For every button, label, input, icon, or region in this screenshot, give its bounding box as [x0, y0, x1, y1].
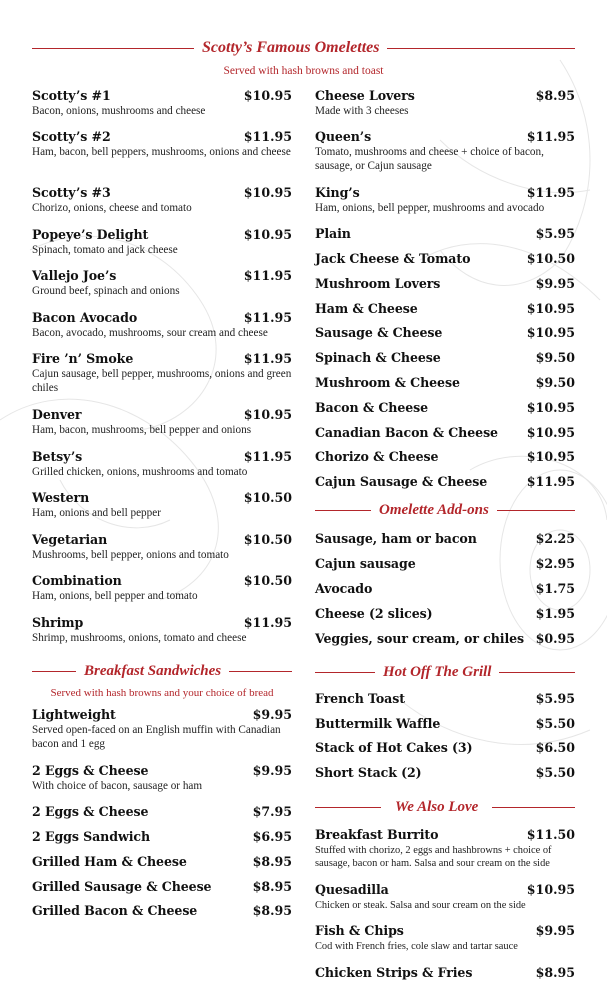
header-rule-left	[32, 48, 194, 49]
item-name: Cheese Lovers	[315, 88, 415, 103]
item-name: Shrimp	[32, 615, 84, 630]
header-rule-right	[229, 671, 292, 672]
item-price: $11.50	[526, 827, 575, 842]
item-description: Served open-faced on an English muffin with Canadian bacon and 1 egg	[32, 724, 281, 750]
item-price: $1.95	[535, 606, 575, 621]
menu-item	[32, 707, 292, 751]
item-price: $10.95	[526, 301, 575, 316]
item-price: $10.95	[243, 185, 292, 200]
item-name: Mushroom & Cheese	[315, 375, 460, 390]
menu-item	[315, 325, 575, 340]
header-rule-left	[32, 671, 76, 672]
item-price: $0.95	[535, 631, 575, 646]
menu-item	[32, 310, 292, 341]
item-name: Vallejo Joe’s	[32, 268, 117, 283]
header-rule-left	[315, 672, 375, 673]
item-description: Ham, onions and bell pepper	[32, 507, 161, 519]
item-name: Buttermilk Waffle	[315, 716, 441, 731]
item-name: Spinach & Cheese	[315, 350, 441, 365]
item-price: $9.95	[252, 707, 292, 722]
item-name: Cheese (2 slices)	[315, 606, 433, 621]
item-price: $9.50	[535, 350, 575, 365]
item-description: Ham, bacon, bell peppers, mushrooms, onions and cheese	[32, 146, 291, 158]
item-name: Combination	[32, 573, 122, 588]
item-price: $6.95	[252, 829, 292, 844]
item-price: $2.95	[535, 556, 575, 571]
menu-item	[315, 740, 575, 755]
item-price: $10.50	[526, 251, 575, 266]
item-description: Cod with French fries, cole slaw and tartar sauce	[315, 941, 518, 952]
item-price: $10.95	[243, 227, 292, 242]
item-name: Chorizo & Cheese	[315, 449, 439, 464]
item-description: Made with 3 cheeses	[315, 105, 409, 117]
header-rule-left	[315, 510, 371, 511]
item-name: Sausage, ham or bacon	[315, 531, 477, 546]
menu-item	[315, 606, 575, 621]
menu-item	[315, 765, 575, 780]
omelettes-title: Scotty’s Famous Omelettes	[202, 39, 380, 56]
item-price: $8.95	[535, 88, 575, 103]
header-rule-right	[499, 672, 575, 673]
menu-item	[32, 185, 292, 216]
item-price: $8.95	[252, 879, 292, 894]
menu-item	[315, 375, 575, 390]
item-price: $5.95	[535, 226, 575, 241]
item-name: Canadian Bacon & Cheese	[315, 425, 498, 440]
item-price: $6.50	[535, 740, 575, 755]
item-name: Queen’s	[315, 129, 372, 144]
header-rule-right	[492, 807, 575, 808]
menu-item	[315, 129, 575, 173]
item-price: $9.95	[535, 276, 575, 291]
item-price: $11.95	[243, 129, 292, 144]
item-description: Cajun sausage, bell pepper, mushrooms, onions and green chiles	[32, 368, 292, 394]
item-price: $11.95	[243, 310, 292, 325]
item-price: $11.95	[243, 449, 292, 464]
menu-item	[32, 449, 292, 480]
item-price: $2.25	[535, 531, 575, 546]
item-name: King’s	[315, 185, 360, 200]
menu-item	[32, 490, 292, 521]
item-name: Jack Cheese & Tomato	[315, 251, 471, 266]
item-name: 2 Eggs & Cheese	[32, 763, 149, 778]
menu-item	[315, 923, 575, 954]
menu-item	[315, 827, 575, 870]
item-price: $10.95	[526, 400, 575, 415]
item-name: Popeye’s Delight	[32, 227, 149, 242]
menu-item	[315, 581, 575, 596]
menu-item	[315, 88, 575, 119]
item-price: $10.95	[526, 425, 575, 440]
item-name: Denver	[32, 407, 82, 422]
item-price: $10.95	[526, 449, 575, 464]
menu-item	[32, 88, 292, 119]
item-price: $10.95	[243, 88, 292, 103]
item-name: Bacon & Cheese	[315, 400, 429, 415]
item-name: 2 Eggs Sandwich	[32, 829, 150, 844]
item-name: Short Stack (2)	[315, 765, 422, 780]
item-name: Sausage & Cheese	[315, 325, 443, 340]
item-price: $8.95	[535, 965, 575, 980]
item-name: Chicken Strips & Fries	[315, 965, 473, 980]
menu-item	[315, 691, 575, 706]
item-price: $1.75	[535, 581, 575, 596]
item-description: Spinach, tomato and jack cheese	[32, 244, 178, 256]
item-description: Tomato, mushrooms and cheese + choice of bacon, sausage, or Cajun sausage	[315, 146, 544, 172]
sandwiches-header	[32, 663, 292, 680]
addons-header	[315, 502, 575, 519]
grill-header	[315, 664, 575, 681]
item-name: Plain	[315, 226, 351, 241]
item-price: $11.95	[243, 268, 292, 283]
menu-item	[315, 276, 575, 291]
item-name: Scotty’s #3	[32, 185, 111, 200]
menu-item	[32, 829, 292, 844]
item-name: Breakfast Burrito	[315, 827, 439, 842]
menu-item	[315, 716, 575, 731]
item-price: $10.95	[243, 407, 292, 422]
item-description: Ham, onions, bell pepper and tomato	[32, 590, 198, 602]
menu-item	[32, 854, 292, 869]
item-name: Fish & Chips	[315, 923, 404, 938]
item-name: Vegetarian	[32, 532, 108, 547]
item-name: Quesadilla	[315, 882, 389, 897]
menu-item	[32, 268, 292, 299]
item-name: Cajun Sausage & Cheese	[315, 474, 488, 489]
menu-item	[32, 407, 292, 438]
menu-item	[32, 903, 292, 918]
menu-item	[315, 449, 575, 464]
menu-item	[315, 556, 575, 571]
item-price: $10.50	[243, 532, 292, 547]
item-name: Fire ’n’ Smoke	[32, 351, 134, 366]
item-name: Grilled Bacon & Cheese	[32, 903, 198, 918]
item-name: Grilled Sausage & Cheese	[32, 879, 212, 894]
item-description: Grilled chicken, onions, mushrooms and tomato	[32, 466, 248, 478]
menu-item	[315, 425, 575, 440]
item-price: $10.50	[243, 490, 292, 505]
item-price: $11.95	[243, 351, 292, 366]
item-price: $11.95	[526, 185, 575, 200]
menu-item	[32, 573, 292, 604]
sandwiches-subtitle: Served with hash browns and your choice of bread	[50, 687, 274, 699]
item-price: $5.95	[535, 691, 575, 706]
item-name: Avocado	[315, 581, 373, 596]
item-name: Western	[32, 490, 90, 505]
header-rule-right	[387, 48, 575, 49]
item-name: 2 Eggs & Cheese	[32, 804, 149, 819]
menu-item	[32, 532, 292, 563]
item-name: Mushroom Lovers	[315, 276, 441, 291]
item-name: Lightweight	[32, 707, 116, 722]
header-rule-left	[315, 807, 381, 808]
item-description: Stuffed with chorizo, 2 eggs and hashbrowns + choice of sausage, bacon or ham. Salsa and sour cream on the side	[315, 845, 552, 869]
also-header	[315, 799, 575, 816]
item-price: $10.95	[526, 882, 575, 897]
item-name: Stack of Hot Cakes (3)	[315, 740, 473, 755]
item-price: $11.95	[243, 615, 292, 630]
menu-item	[315, 965, 575, 980]
menu-item	[315, 226, 575, 241]
also-title: We Also Love	[395, 799, 479, 815]
item-description: With choice of bacon, sausage or ham	[32, 780, 203, 792]
menu-item	[315, 531, 575, 546]
item-price: $9.95	[252, 763, 292, 778]
addons-title: Omelette Add-ons	[379, 502, 489, 518]
item-description: Ham, bacon, mushrooms, bell pepper and onions	[32, 424, 252, 436]
item-name: Grilled Ham & Cheese	[32, 854, 187, 869]
item-price: $10.95	[526, 325, 575, 340]
item-name: Cajun sausage	[315, 556, 416, 571]
item-price: $5.50	[535, 765, 575, 780]
sandwiches-title: Breakfast Sandwiches	[84, 663, 222, 679]
item-price: $8.95	[252, 903, 292, 918]
item-description: Bacon, avocado, mushrooms, sour cream and cheese	[32, 327, 268, 339]
menu-item	[315, 185, 575, 216]
menu-item	[315, 474, 575, 489]
menu-item	[315, 251, 575, 266]
menu-item	[32, 615, 292, 646]
menu-item	[315, 400, 575, 415]
menu-item	[32, 763, 292, 794]
item-name: French Toast	[315, 691, 405, 706]
menu-item	[315, 350, 575, 365]
item-price: $9.50	[535, 375, 575, 390]
item-price: $9.95	[535, 923, 575, 938]
item-name: Betsy’s	[32, 449, 83, 464]
item-description: Bacon, onions, mushrooms and cheese	[32, 105, 206, 117]
item-price: $11.95	[526, 474, 575, 489]
item-description: Shrimp, mushrooms, onions, tomato and cheese	[32, 632, 247, 644]
item-price: $8.95	[252, 854, 292, 869]
header-rule-right	[497, 510, 575, 511]
item-description: Mushrooms, bell pepper, onions and tomato	[32, 549, 229, 561]
item-price: $5.50	[535, 716, 575, 731]
item-name: Scotty’s #2	[32, 129, 111, 144]
grill-title: Hot Off The Grill	[383, 664, 492, 680]
item-name: Ham & Cheese	[315, 301, 418, 316]
menu-item	[315, 882, 575, 913]
item-price: $10.50	[243, 573, 292, 588]
omelettes-subtitle: Served with hash browns and toast	[223, 65, 384, 77]
menu-item	[315, 301, 575, 316]
menu-item	[315, 631, 575, 646]
item-price: $7.95	[252, 804, 292, 819]
menu-item	[32, 804, 292, 819]
menu-item	[32, 227, 292, 258]
item-name: Bacon Avocado	[32, 310, 138, 325]
item-description: Chicken or steak. Salsa and sour cream on the side	[315, 900, 526, 911]
item-price: $11.95	[526, 129, 575, 144]
item-name: Scotty’s #1	[32, 88, 111, 103]
item-description: Chorizo, onions, cheese and tomato	[32, 202, 192, 214]
item-description: Ground beef, spinach and onions	[32, 285, 180, 297]
omelettes-header	[0, 39, 607, 57]
menu-item	[32, 129, 292, 160]
item-name: Veggies, sour cream, or chiles	[315, 631, 525, 646]
item-description: Ham, onions, bell pepper, mushrooms and avocado	[315, 202, 545, 214]
menu-item	[32, 351, 292, 395]
menu-item	[32, 879, 292, 894]
